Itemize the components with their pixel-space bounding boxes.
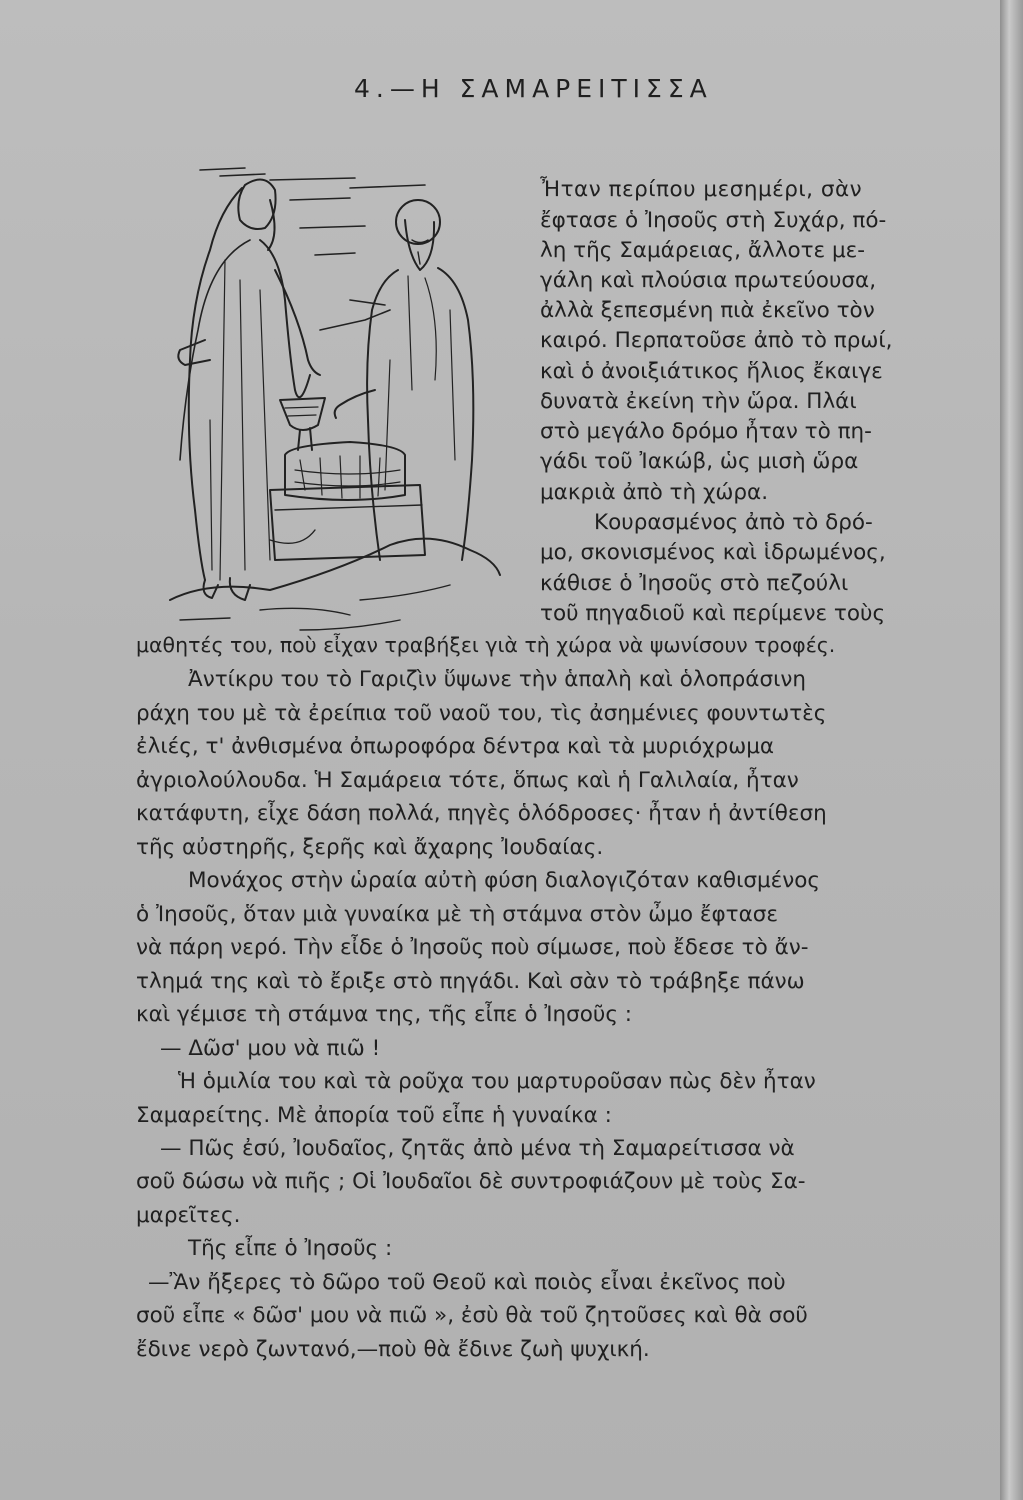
text-line: Ἀντίκρυ του τὸ Γαριζὶν ὕψωνε τὴν ἁπαλὴ καὶ ὁλοπράσινη [188,667,806,692]
text-line: καὶ γέμισε τὴ στάμνα της, τῆς εἶπε ὁ Ἰησοῦς : [136,1002,633,1027]
text-line: σοῦ εἶπε « δῶσ' μου νὰ πιῶ », ἐσὺ θὰ τοῦ ζητοῦσες καὶ θὰ σοῦ [136,1303,808,1328]
text-line: σοῦ δώσω νὰ πιῆς ; Οἱ Ἰουδαῖοι δὲ συντροφιάζουν μὲ τοὺς Σα- [136,1169,806,1194]
text-line: γάδι τοῦ Ἰακώβ, ὡς μισὴ ὥρα [540,449,859,474]
text-line: ράχη του μὲ τὰ ἐρείπια τοῦ ναοῦ του, τὶς ἀσημένιες φουντωτὲς [136,701,827,726]
illustration-jesus-samaritan-woman-well [150,160,520,640]
text-line: Τῆς εἶπε ὁ Ἰησοῦς : [188,1236,393,1261]
text-line: ἀγριολούλουδα. Ἡ Σαμάρεια τότε, ὅπως καὶ ἡ Γαλιλαία, ἦταν [136,768,799,793]
text-line: τλημά της καὶ τὸ ἔριξε στὸ πηγάδι. Καὶ σὰν τὸ τράβηξε πάνω [136,969,805,994]
text-line: κατάφυτη, εἶχε δάση πολλά, πηγὲς ὁλόδροσες· ἦταν ἡ ἀντίθεση [136,801,827,826]
chapter-title: 4.—Η ΣΑΜΑΡΕΙΤΙΣΣΑ [354,74,713,103]
text-line: — Πῶς ἐσύ, Ἰουδαῖος, ζητᾶς ἀπὸ μένα τὴ Σαμαρείτισσα νὰ [160,1136,795,1161]
text-line: ἐλιές, τ' ἀνθισμένα ὀπωροφόρα δέντρα καὶ τὰ μυριόχρωμα [136,734,775,759]
text-line: τοῦ πηγαδιοῦ καὶ περίμενε τοὺς [540,601,886,626]
text-line: λη τῆς Σαμάρειας, ἄλλοτε με- [540,238,866,263]
text-line: καὶ ὁ ἀνοιξιάτικος ἥλιος ἔκαιγε [540,359,883,384]
text-line: ἔφτασε ὁ Ἰησοῦς στὴ Συχάρ, πό- [540,208,887,233]
text-line: καιρό. Περπατοῦσε ἀπὸ τὸ πρωί, [540,328,893,353]
text-line: δυνατὰ ἐκείνη τὴν ὥρα. Πλάι [540,389,857,414]
text-line: Ἦταν περίπου μεσημέρι, σὰν [540,177,863,202]
text-line: μο, σκονισμένος καὶ ἱδρωμένος, [540,540,886,565]
text-line: μακριὰ ἀπὸ τὴ χώρα. [540,480,769,505]
text-line: Σαμαρείτης. Μὲ ἀπορία τοῦ εἶπε ἡ γυναίκα : [136,1103,612,1128]
text-line: κάθισε ὁ Ἰησοῦς στὸ πεζούλι [540,571,849,596]
text-line: στὸ μεγάλο δρόμο ἦταν τὸ πη- [540,419,872,444]
text-line: ἔδινε νερὸ ζωντανό,—ποὺ θὰ ἔδινε ζωὴ ψυχική. [136,1337,650,1362]
text-line: νὰ πάρη νερό. Τὴν εἶδε ὁ Ἰησοῦς ποὺ σίμωσε, ποὺ ἔδεσε τὸ ἄν- [136,935,809,960]
text-line: μαθητές του, ποὺ εἶχαν τραβήξει γιὰ τὴ χώρα νὰ ψωνίσουν τροφές. [136,633,836,657]
text-line: — Δῶσ' μου νὰ πιῶ ! [160,1036,381,1061]
text-line: Κουρασμένος ἀπὸ τὸ δρό- [594,510,873,535]
text-line: —Ἂν ἤξερες τὸ δῶρο τοῦ Θεοῦ καὶ ποιὸς εἶναι ἐκεῖνος ποὺ [148,1270,786,1295]
text-line: τῆς αὐστηρῆς, ξερῆς καὶ ἄχαρης Ἰουδαίας. [136,835,604,860]
text-line: Ἡ ὁμιλία του καὶ τὰ ροῦχα του μαρτυροῦσαν πὼς δὲν ἦταν [178,1069,816,1094]
text-line: γάλη καὶ πλούσια πρωτεύουσα, [540,268,877,293]
text-line: Μονάχος στὴν ὡραία αὐτὴ φύση διαλογιζόταν καθισμένος [188,868,821,893]
text-line: ὁ Ἰησοῦς, ὅταν μιὰ γυναίκα μὲ τὴ στάμνα στὸν ὦμο ἔφτασε [136,902,779,927]
text-line: ἀλλὰ ξεπεσμένη πιὰ ἐκεῖνο τὸν [540,298,875,323]
text-line: μαρεῖτες. [136,1203,241,1228]
page-edge [1000,0,1023,1500]
